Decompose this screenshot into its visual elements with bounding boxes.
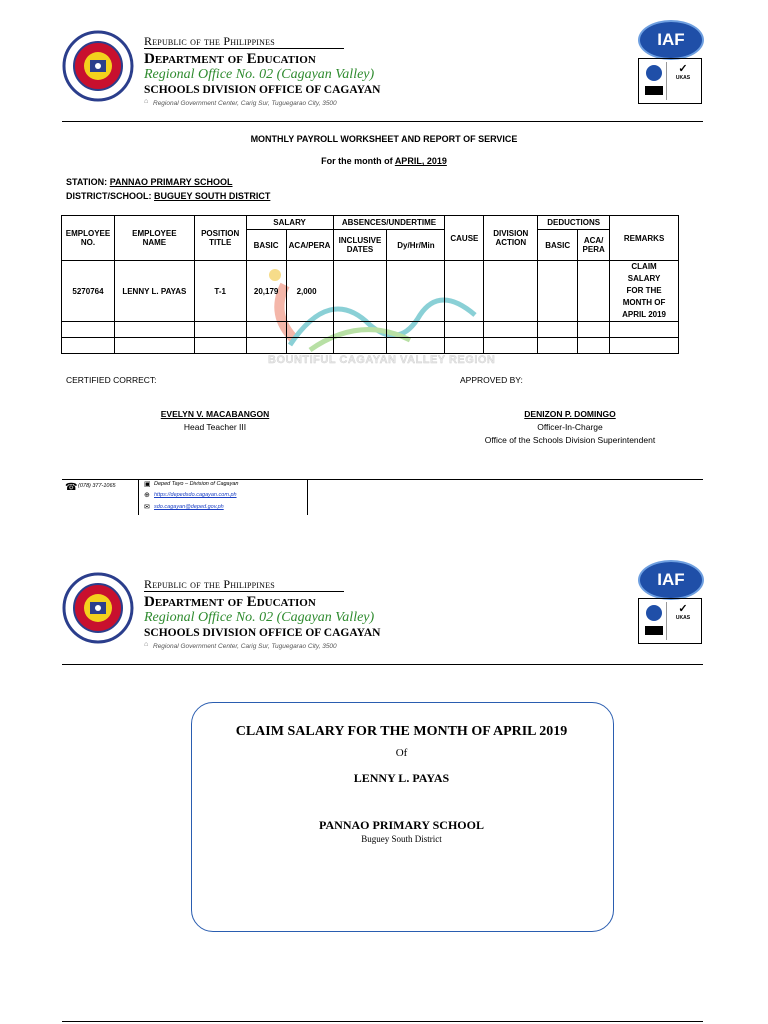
table-row <box>62 322 679 338</box>
iaf-logo: IAF <box>638 560 704 600</box>
approved-label: APPROVED BY: <box>460 375 523 385</box>
report-title: MONTHLY PAYROLL WORKSHEET AND REPORT OF SERVICE <box>250 134 518 144</box>
report-month: For the month of APRIL, 2019 <box>321 156 447 166</box>
header-division-action: DIVISION ACTION <box>484 216 538 261</box>
deped-seal-icon <box>62 572 134 644</box>
table-row <box>62 261 679 322</box>
watermark-text: BOUNTIFUL CAGAYAN VALLEY REGION <box>268 354 496 366</box>
header-employee-no: EMPLOYEE NO. <box>62 216 115 261</box>
email-icon: ✉ <box>144 504 150 511</box>
payroll-table <box>61 215 679 354</box>
division-label: SCHOOLS DIVISION OFFICE OF CAGAYAN <box>144 627 381 639</box>
cell-employee-name: LENNY L. PAYAS <box>114 261 194 322</box>
republic-label: Republic of the Philippines <box>144 577 275 591</box>
district-line: DISTRICT/SCHOOL: BUGUEY SOUTH DISTRICT <box>66 191 271 201</box>
claim-school: PANNAO PRIMARY SCHOOL <box>319 818 484 832</box>
globe-icon: ⊕ <box>144 492 150 499</box>
region-label: Regional Office No. 02 (Cagayan Valley) <box>144 67 375 82</box>
claim-title: CLAIM SALARY FOR THE MONTH OF APRIL 2019 <box>235 724 568 739</box>
department-label: Department of Education <box>144 51 316 67</box>
claim-name: LENNY L. PAYAS <box>353 771 450 785</box>
header-salary-aca-pera: ACA/PERA <box>286 230 333 261</box>
facebook-icon: ▣ <box>144 481 151 488</box>
header-absences: ABSENCES/UNDERTIME <box>333 216 445 230</box>
division-label: SCHOOLS DIVISION OFFICE OF CAGAYAN <box>144 84 381 96</box>
region-label: Regional Office No. 02 (Cagayan Valley) <box>144 610 375 625</box>
table-row <box>62 338 679 354</box>
claim-of: Of <box>395 747 408 759</box>
footer-facebook: Deped Tayo – Division of Cagayan <box>154 481 239 487</box>
approver-name: DENIZON P. DOMINGO <box>524 409 616 419</box>
header-employee-name: EMPLOYEE NAME <box>114 216 194 261</box>
header-ded-basic: BASIC <box>538 230 578 261</box>
phone-icon: ☎ <box>65 482 78 493</box>
location-icon: ⌂ <box>144 98 149 105</box>
approver-position: Officer-In-Charge <box>537 422 603 432</box>
iaf-logo: IAF <box>638 20 704 60</box>
cell-position: T-1 <box>194 261 246 322</box>
certified-label: CERTIFIED CORRECT: <box>66 375 157 385</box>
address-label: Regional Government Center, Carig Sur, Tuguegarao City, 3500 <box>153 643 337 650</box>
ukas-label: UKAS <box>675 75 691 81</box>
republic-label: Republic of the Philippines <box>144 34 275 48</box>
footer-website[interactable]: https://depedsdo.cagayan.com.ph <box>154 492 237 498</box>
ukas-label: UKAS <box>675 615 691 621</box>
header-salary-basic: BASIC <box>246 230 286 261</box>
header-deductions: DEDUCTIONS <box>538 216 610 230</box>
iso-cert-badge: ✓ UKAS <box>638 58 702 104</box>
header-position-title: POSITION TITLE <box>194 216 246 261</box>
claim-district: Buguey South District <box>361 834 442 844</box>
location-icon: ⌂ <box>144 641 149 648</box>
station-line: STATION: PANNAO PRIMARY SCHOOL <box>66 177 233 187</box>
footer-email[interactable]: sdo.cagayan@deped.gov.ph <box>154 504 224 510</box>
header-dy-hr-min: Dy/Hr/Min <box>387 230 445 261</box>
header-ded-aca-pera: ACA/ PERA <box>578 230 610 261</box>
header-inclusive-dates: INCLUSIVE DATES <box>333 230 387 261</box>
approver-office: Office of the Schools Division Superintendent <box>484 435 656 445</box>
department-label: Department of Education <box>144 594 316 610</box>
header-remarks: REMARKS <box>610 216 679 261</box>
header-cause: CAUSE <box>445 216 484 261</box>
cell-aca-pera: 2,000 <box>286 261 333 322</box>
address-label: Regional Government Center, Carig Sur, Tuguegarao City, 3500 <box>153 100 337 107</box>
cell-basic: 20,179 <box>246 261 286 322</box>
certifier-name: EVELYN V. MACABANGON <box>160 409 270 419</box>
footer-phone: (078) 377-1065 <box>78 483 116 489</box>
deped-seal-icon <box>62 30 134 102</box>
header-salary: SALARY <box>246 216 333 230</box>
cell-remarks: CLAIM SALARY FOR THE MONTH OF APRIL 2019 <box>610 261 679 322</box>
iso-cert-badge: ✓ UKAS <box>638 598 702 644</box>
cell-employee-no: 5270764 <box>62 261 115 322</box>
certifier-position: Head Teacher III <box>183 422 247 432</box>
